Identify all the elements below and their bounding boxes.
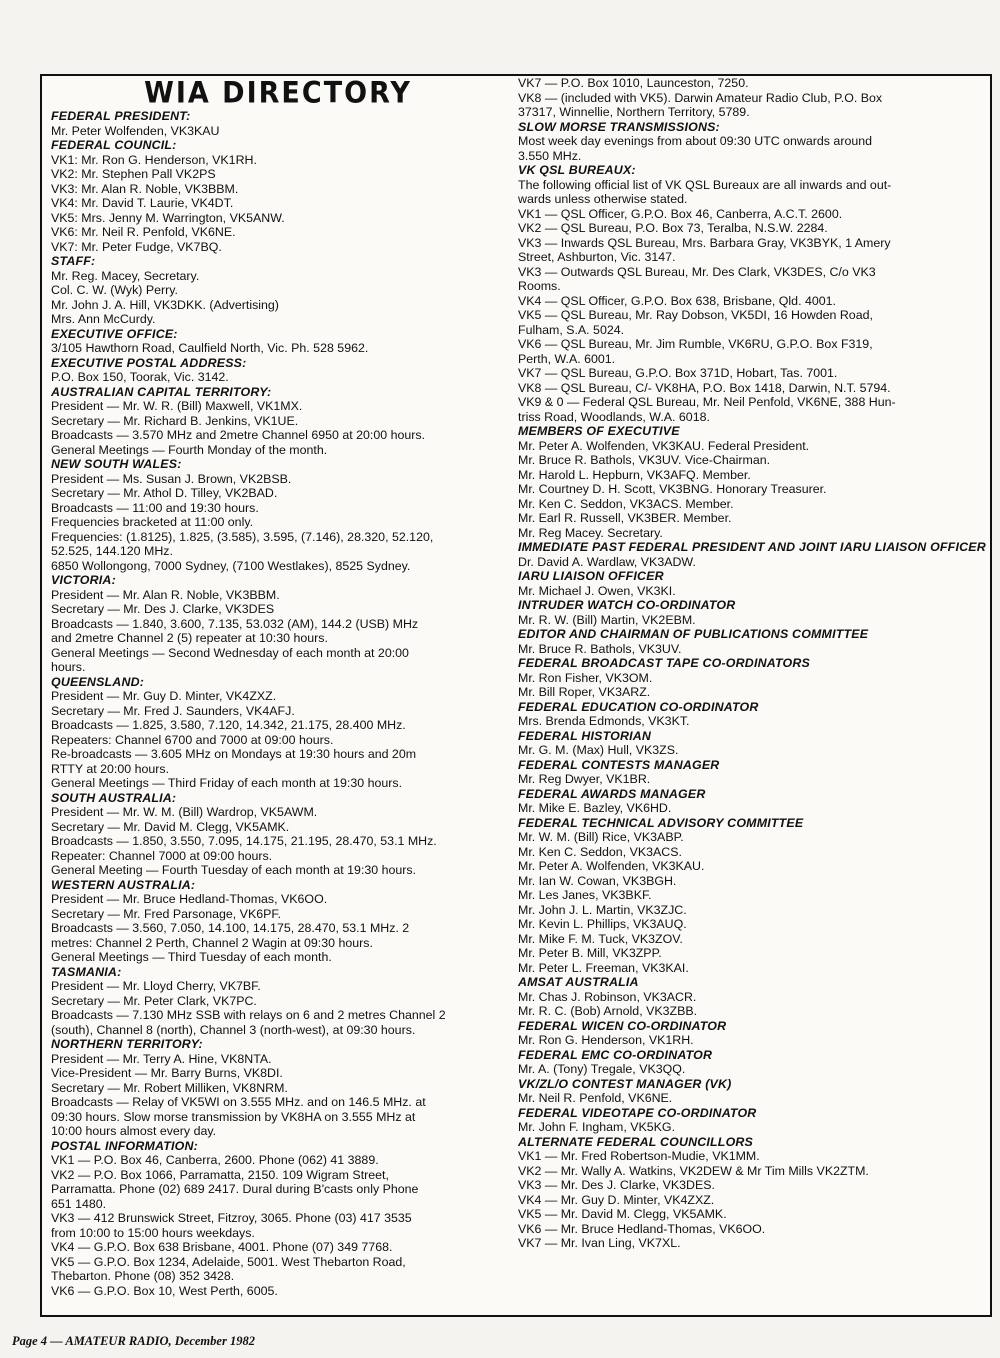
section-line: hours. xyxy=(51,660,86,674)
section-line: VK7: Mr. Peter Fudge, VK7BQ. xyxy=(51,239,222,254)
section-line: Broadcasts — 1.850, 3.550, 7.095, 14.175, 21.195, 28.470, 53.1 MHz. xyxy=(51,834,437,848)
section-line: from 10:00 to 15:00 hours weekdays. xyxy=(51,1225,255,1240)
section-line: President — Mr. W. R. (Bill) Maxwell, VK1MX. xyxy=(51,399,303,413)
section-line: VK5 — G.P.O. Box 1234, Adelaide, 5001. West Thebarton Road, xyxy=(51,1254,406,1269)
section-line: Street, Ashburton, Vic. 3147. xyxy=(518,250,676,264)
section-line: VK3 — Outwards QSL Bureau, Mr. Des Clark, VK3DES, C/o VK3 xyxy=(518,264,876,279)
directory-section xyxy=(51,1139,505,1299)
page-footer xyxy=(12,1334,255,1349)
section-line: VK4: Mr. David T. Laurie, VK4DT. xyxy=(51,196,234,210)
section-line: VK5 — QSL Bureau, Mr. Ray Dobson, VK5DI, 16 Howden Road, xyxy=(518,308,873,322)
directory-section xyxy=(518,1106,988,1135)
section-line: Broadcasts — 1.825, 3.580, 7.120, 14.342, 21.175, 28.400 MHz. xyxy=(51,718,406,732)
directory-section xyxy=(51,573,505,675)
section-line: Broadcasts — Relay of VK5WI on 3.555 MHz. and on 146.5 MHz. at xyxy=(51,1095,426,1109)
section-heading: FEDERAL AWARDS MANAGER xyxy=(518,786,706,801)
section-line: Mr. R. C. (Bob) Arnold, VK3ZBB. xyxy=(518,1004,698,1018)
section-line: Mr. G. M. (Max) Hull, VK3ZS. xyxy=(518,743,679,757)
section-line: Mr. Peter A. Wolfenden, VK3KAU. Federal President. xyxy=(518,438,810,453)
section-line: Mr. Reg Dwyer, VK1BR. xyxy=(518,772,651,786)
section-line: Mr. Courtney D. H. Scott, VK3BNG. Honorary Treasurer. xyxy=(518,482,827,496)
footer-magazine: AMATEUR RADIO, xyxy=(65,1334,172,1348)
section-line: Secretary — Mr. Fred Parsonage, VK6PF. xyxy=(51,906,282,921)
section-line: Mr. Earl R. Russell, VK3BER. Member. xyxy=(518,511,732,525)
section-line: Frequencies bracketed at 11:00 only. xyxy=(51,515,254,529)
section-line: Mr. A. (Tony) Tregale, VK3QQ. xyxy=(518,1062,686,1076)
section-line: General Meeting — Fourth Tuesday of each month at 19:30 hours. xyxy=(51,863,417,877)
section-line: metres: Channel 2 Perth, Channel 2 Wagin at 09:30 hours. xyxy=(51,935,373,950)
section-heading: AUSTRALIAN CAPITAL TERRITORY: xyxy=(51,384,272,399)
section-line: VK3 — Mr. Des J. Clarke, VK3DES. xyxy=(518,1178,715,1192)
section-line: VK4 — Mr. Guy D. Minter, VK4ZXZ. xyxy=(518,1192,715,1207)
page-title: WIA DIRECTORY xyxy=(144,76,412,111)
directory-section xyxy=(518,816,988,976)
section-line: 3/105 Hawthorn Road, Caulfield North, Vic. Ph. 528 5962. xyxy=(51,341,369,355)
section-heading: FEDERAL BROADCAST TAPE CO-ORDINATORS xyxy=(518,656,810,670)
section-line: Re-broadcasts — 3.605 MHz on Mondays at 19:30 hours and 20m xyxy=(51,747,417,761)
section-heading: VK QSL BUREAUX: xyxy=(518,163,636,177)
directory-section xyxy=(51,675,505,791)
section-line: VK9 & 0 — Federal QSL Bureau, Mr. Neil Penfold, VK6NE, 388 Hun- xyxy=(518,395,896,409)
section-line: wards unless otherwise stated. xyxy=(518,192,688,206)
section-line: Mr. Neil R. Penfold, VK6NE. xyxy=(518,1091,673,1105)
section-heading: FEDERAL HISTORIAN xyxy=(518,728,652,743)
section-line: Mrs. Brenda Edmonds, VK3KT. xyxy=(518,714,690,728)
section-line: Secretary — Mr. Des J. Clarke, VK3DES xyxy=(51,602,275,616)
directory-section xyxy=(518,120,988,164)
section-line: Most week day evenings from about 09:30 UTC onwards around xyxy=(518,134,873,148)
section-line: 6850 Wollongong, 7000 Sydney, (7100 Westlakes), 8525 Sydney. xyxy=(51,558,411,573)
left-column xyxy=(51,76,505,1298)
directory-section xyxy=(51,109,505,138)
section-heading: FEDERAL COUNCIL: xyxy=(51,138,177,152)
section-line: President — Mr. Terry A. Hine, VK8NTA. xyxy=(51,1051,272,1066)
section-line: Mr. Chas J. Robinson, VK3ACR. xyxy=(518,989,697,1004)
section-line: Mr. Kevin L. Phillips, VK3AUQ. xyxy=(518,917,687,931)
section-line: Mr. Reg. Macey, Secretary. xyxy=(51,268,200,283)
section-heading: NORTHERN TERRITORY: xyxy=(51,1037,203,1051)
section-heading: IMMEDIATE PAST FEDERAL PRESIDENT AND JOINT IARU LIAISON OFFICER xyxy=(518,540,986,554)
footer-separator: — xyxy=(47,1334,66,1348)
section-line: Mrs. Ann McCurdy. xyxy=(51,312,156,326)
section-line: triss Road, Woodlands, W.A. 6018. xyxy=(518,409,710,424)
section-line: President — Mr. W. M. (Bill) Wardrop, VK5AWM. xyxy=(51,805,318,819)
section-line: 3.550 MHz. xyxy=(518,148,582,163)
section-line: Mr. John J. L. Martin, VK3ZJC. xyxy=(518,902,687,917)
directory-section xyxy=(51,327,505,356)
section-line: Mr. Ken C. Seddon, VK3ACS. Member. xyxy=(518,496,734,511)
right-sections xyxy=(518,76,988,1251)
section-line: VK7 — P.O. Box 1010, Launceston, 7250. xyxy=(518,76,749,90)
section-line: Broadcasts — 11:00 and 19:30 hours. xyxy=(51,500,259,515)
section-heading: EXECUTIVE OFFICE: xyxy=(51,326,178,341)
section-line: Perth, W.A. 6001. xyxy=(518,351,616,366)
section-line: VK2 — Mr. Wally A. Watkins, VK2DEW & Mr Tim Mills VK2ZTM. xyxy=(518,1163,869,1178)
directory-section xyxy=(518,569,988,598)
section-line: Thebarton. Phone (08) 352 3428. xyxy=(51,1269,235,1283)
section-line: VK6 — G.P.O. Box 10, West Perth, 6005. xyxy=(51,1283,278,1298)
section-line: Mr. Peter A. Wolfenden, VK3KAU. xyxy=(518,859,705,873)
section-line: Mr. Peter L. Freeman, VK3KAI. xyxy=(518,960,689,975)
directory-section xyxy=(51,254,505,327)
directory-section xyxy=(518,1077,988,1106)
section-line: President — Ms. Susan J. Brown, VK2BSB. xyxy=(51,471,292,486)
section-line: Mr. W. M. (Bill) Rice, VK3ABP. xyxy=(518,830,684,844)
section-line: VK8 — QSL Bureau, C/- VK8HA, P.O. Box 1418, Darwin, N.T. 5794. xyxy=(518,380,891,395)
section-line: Mr. Bruce R. Bathols, VK3UV. xyxy=(518,641,682,656)
section-line: Mr. Les Janes, VK3BKF. xyxy=(518,888,652,902)
section-line: Mr. Bill Roper, VK3ARZ. xyxy=(518,685,651,699)
section-line: Fulham, S.A. 5024. xyxy=(518,322,625,337)
section-heading: ALTERNATE FEDERAL COUNCILLORS xyxy=(518,1134,754,1149)
section-line: VK2: Mr. Stephen Pall VK2PS xyxy=(51,167,216,181)
directory-section xyxy=(518,540,988,569)
section-line: Vice-President — Mr. Barry Burns, VK8DI. xyxy=(51,1066,283,1080)
section-heading: FEDERAL TECHNICAL ADVISORY COMMITTEE xyxy=(518,815,804,830)
section-heading: TASMANIA: xyxy=(51,964,122,979)
section-line: and 2metre Channel 2 (5) repeater at 10:30 hours. xyxy=(51,631,328,645)
section-line: VK2 — QSL Bureau, P.O. Box 73, Teralba, N.S.W. 2284. xyxy=(518,221,828,235)
section-line: Secretary — Mr. Athol D. Tilley, VK2BAD. xyxy=(51,486,278,500)
directory-section xyxy=(518,656,988,700)
directory-section xyxy=(518,598,988,627)
section-heading: FEDERAL VIDEOTAPE CO-ORDINATOR xyxy=(518,1105,757,1120)
section-heading: VICTORIA: xyxy=(51,573,116,587)
section-line: VK1 — Mr. Fred Robertson-Mudie, VK1MM. xyxy=(518,1149,760,1163)
section-line: Secretary — Mr. Robert Milliken, VK8NRM. xyxy=(51,1080,288,1095)
directory-section xyxy=(51,878,505,965)
section-heading: IARU LIAISON OFFICER xyxy=(518,569,664,583)
section-line: President — Mr. Lloyd Cherry, VK7BF. xyxy=(51,979,261,993)
directory-section xyxy=(518,787,988,816)
section-line: VK7 — Mr. Ivan Ling, VK7XL. xyxy=(518,1236,681,1250)
section-line: President — Mr. Bruce Hedland-Thomas, VK6OO. xyxy=(51,892,328,906)
section-heading: AMSAT AUSTRALIA xyxy=(518,975,639,989)
section-line: VK3 — 412 Brunswick Street, Fitzroy, 3065. Phone (03) 417 3535 xyxy=(51,1211,412,1225)
directory-frame xyxy=(40,74,992,1317)
section-line: General Meetings — Fourth Monday of the month. xyxy=(51,442,328,457)
section-line: Secretary — Mr. David M. Clegg, VK5AMK. xyxy=(51,819,290,834)
section-line: VK5: Mrs. Jenny M. Warrington, VK5ANW. xyxy=(51,210,285,225)
section-heading: SOUTH AUSTRALIA: xyxy=(51,790,177,805)
section-line: Mr. Ian W. Cowan, VK3BGH. xyxy=(518,873,677,888)
section-line: Mr. Michael J. Owen, VK3KI. xyxy=(518,583,676,598)
directory-section xyxy=(518,729,988,758)
section-line: Broadcasts — 3.570 MHz and 2metre Channel 6950 at 20:00 hours. xyxy=(51,428,426,442)
directory-section xyxy=(51,457,505,573)
section-line: Secretary — Mr. Fred J. Saunders, VK4AFJ. xyxy=(51,703,295,718)
section-line: (south), Channel 8 (north), Channel 3 (north-west), at 09:30 hours. xyxy=(51,1022,416,1037)
directory-section xyxy=(518,76,988,120)
section-line: President — Mr. Guy D. Minter, VK4ZXZ. xyxy=(51,689,277,703)
section-line: 09:30 hours. Slow morse transmission by VK8HA on 3.555 MHz at xyxy=(51,1109,416,1124)
section-line: Mr. Mike F. M. Tuck, VK3ZOV. xyxy=(518,931,683,946)
section-heading: WESTERN AUSTRALIA: xyxy=(51,877,196,892)
section-heading: INTRUDER WATCH CO-ORDINATOR xyxy=(518,598,736,612)
section-heading: EXECUTIVE POSTAL ADDRESS: xyxy=(51,355,247,370)
section-heading: QUEENSLAND: xyxy=(51,674,145,689)
section-line: VK2 — P.O. Box 1066, Parramatta, 2150. 109 Wigram Street, xyxy=(51,1167,389,1182)
section-line: Rooms. xyxy=(518,279,561,293)
section-line: RTTY at 20:00 hours. xyxy=(51,761,170,776)
section-line: 10:00 hours almost every day. xyxy=(51,1124,217,1138)
section-heading: SLOW MORSE TRANSMISSIONS: xyxy=(518,119,720,134)
section-line: Broadcasts — 7.130 MHz SSB with relays on 6 and 2 metres Channel 2 xyxy=(51,1008,446,1022)
section-line: VK6: Mr. Neil R. Penfold, VK6NE. xyxy=(51,225,236,239)
section-line: Mr. Peter Wolfenden, VK3KAU xyxy=(51,123,220,138)
section-line: Mr. John F. Ingham, VK5KG. xyxy=(518,1120,676,1134)
directory-section xyxy=(518,700,988,729)
section-line: Col. C. W. (Wyk) Perry. xyxy=(51,283,179,297)
section-line: Frequencies: (1.8125), 1.825, (3.585), 3.595, (7.146), 28.320, 52.120, xyxy=(51,529,434,544)
section-line: VK4 — G.P.O. Box 638 Brisbane, 4001. Phone (07) 349 7768. xyxy=(51,1240,393,1254)
section-line: VK1 — QSL Officer, G.P.O. Box 46, Canberra, A.C.T. 2600. xyxy=(518,206,843,221)
directory-section xyxy=(51,385,505,458)
directory-section xyxy=(518,1135,988,1251)
section-line: VK3: Mr. Alan R. Noble, VK3BBM. xyxy=(51,181,239,196)
directory-section xyxy=(518,163,988,424)
section-line: Mr. Ron Fisher, VK3OM. xyxy=(518,670,653,685)
section-line: Broadcasts — 1.840, 3.600, 7.135, 53.032 (AM), 144.2 (USB) MHz xyxy=(51,616,419,631)
section-line: Mr. Mike E. Bazley, VK6HD. xyxy=(518,801,672,815)
section-line: The following official list of VK QSL Bureaux are all inwards and out- xyxy=(518,177,892,192)
section-line: Parramatta. Phone (02) 689 2417. Dural during B'casts only Phone xyxy=(51,1182,419,1196)
section-line: VK8 — (included with VK5). Darwin Amateur Radio Club, P.O. Box xyxy=(518,90,883,105)
section-line: Mr. Bruce R. Bathols, VK3UV. Vice-Chairman. xyxy=(518,453,771,467)
section-line: VK6 — QSL Bureau, Mr. Jim Rumble, VK6RU, G.P.O. Box F319, xyxy=(518,337,873,351)
section-line: Repeater: Channel 7000 at 09:00 hours. xyxy=(51,848,273,863)
section-heading: FEDERAL EMC CO-ORDINATOR xyxy=(518,1047,713,1062)
section-line: General Meetings — Third Tuesday of each month. xyxy=(51,950,332,964)
directory-section xyxy=(51,791,505,878)
directory-section xyxy=(518,975,988,1019)
section-line: President — Mr. Alan R. Noble, VK3BBM. xyxy=(51,587,280,602)
section-line: 651 1480. xyxy=(51,1196,107,1211)
section-line: Repeaters: Channel 6700 and 7000 at 09:00 hours. xyxy=(51,732,334,747)
directory-section xyxy=(51,1037,505,1139)
directory-section xyxy=(518,758,988,787)
section-line: VK3 — Inwards QSL Bureau, Mrs. Barbara Gray, VK3BYK, 1 Amery xyxy=(518,235,891,250)
section-line: General Meetings — Third Friday of each month at 19:30 hours. xyxy=(51,776,403,790)
section-line: Secretary — Mr. Peter Clark, VK7PC. xyxy=(51,993,257,1008)
section-line: P.O. Box 150, Toorak, Vic. 3142. xyxy=(51,370,229,384)
footer-page-number: Page 4 xyxy=(12,1334,48,1348)
section-heading: FEDERAL EDUCATION CO-ORDINATOR xyxy=(518,699,759,714)
directory-section xyxy=(518,1048,988,1077)
directory-section xyxy=(51,965,505,1038)
section-line: VK5 — Mr. David M. Clegg, VK5AMK. xyxy=(518,1207,727,1221)
section-line: Mr. John J. A. Hill, VK3DKK. (Advertising) xyxy=(51,297,279,312)
section-line: 37317, Winnellie, Northern Territory, 5789. xyxy=(518,105,750,119)
section-heading: FEDERAL PRESIDENT: xyxy=(51,109,191,123)
section-line: Broadcasts — 3.560, 7.050, 14.100, 14.175, 28.470, 53.1 MHz. 2 xyxy=(51,921,410,935)
section-line: Mr. Harold L. Hepburn, VK3AFQ. Member. xyxy=(518,467,751,482)
section-heading: NEW SOUTH WALES: xyxy=(51,457,182,471)
directory-section xyxy=(518,424,988,540)
section-line: General Meetings — Second Wednesday of each month at 20:00 xyxy=(51,645,409,660)
section-heading: VK/ZL/O CONTEST MANAGER (VK) xyxy=(518,1076,732,1091)
section-line: VK4 — QSL Officer, G.P.O. Box 638, Brisbane, Qld. 4001. xyxy=(518,293,836,308)
section-heading: MEMBERS OF EXECUTIVE xyxy=(518,424,680,438)
directory-section xyxy=(518,627,988,656)
section-line: VK1 — P.O. Box 46, Canberra, 2600. Phone (062) 41 3889. xyxy=(51,1153,379,1167)
section-heading: POSTAL INFORMATION: xyxy=(51,1138,198,1153)
directory-section xyxy=(51,138,505,254)
section-heading: FEDERAL CONTESTS MANAGER xyxy=(518,757,720,772)
right-column xyxy=(518,76,988,1251)
section-heading: EDITOR AND CHAIRMAN OF PUBLICATIONS COMMITTEE xyxy=(518,627,869,641)
section-line: Mr. R. W. (Bill) Martin, VK2EBM. xyxy=(518,612,696,627)
section-line: Dr. David A. Wardlaw, VK3ADW. xyxy=(518,554,696,569)
section-line: 52.525, 144.120 MHz. xyxy=(51,544,173,558)
section-line: Mr. Reg Macey. Secretary. xyxy=(518,525,663,540)
section-heading: STAFF: xyxy=(51,254,96,268)
section-line: VK6 — Mr. Bruce Hedland-Thomas, VK6OO. xyxy=(518,1221,766,1236)
section-line: Secretary — Mr. Richard B. Jenkins, VK1UE. xyxy=(51,413,299,428)
section-line: VK1: Mr. Ron G. Henderson, VK1RH. xyxy=(51,152,257,167)
section-line: Mr. Ken C. Seddon, VK3ACS. xyxy=(518,844,682,859)
directory-section xyxy=(51,356,505,385)
section-heading: FEDERAL WICEN CO-ORDINATOR xyxy=(518,1018,727,1033)
directory-section xyxy=(518,1019,988,1048)
section-line: Mr. Peter B. Mill, VK3ZPP. xyxy=(518,946,662,960)
section-line: Mr. Ron G. Henderson, VK1RH. xyxy=(518,1033,694,1047)
section-line: VK7 — QSL Bureau, G.P.O. Box 371D, Hobart, Tas. 7001. xyxy=(518,366,838,380)
left-sections xyxy=(51,109,505,1298)
footer-date: December 1982 xyxy=(171,1334,255,1348)
